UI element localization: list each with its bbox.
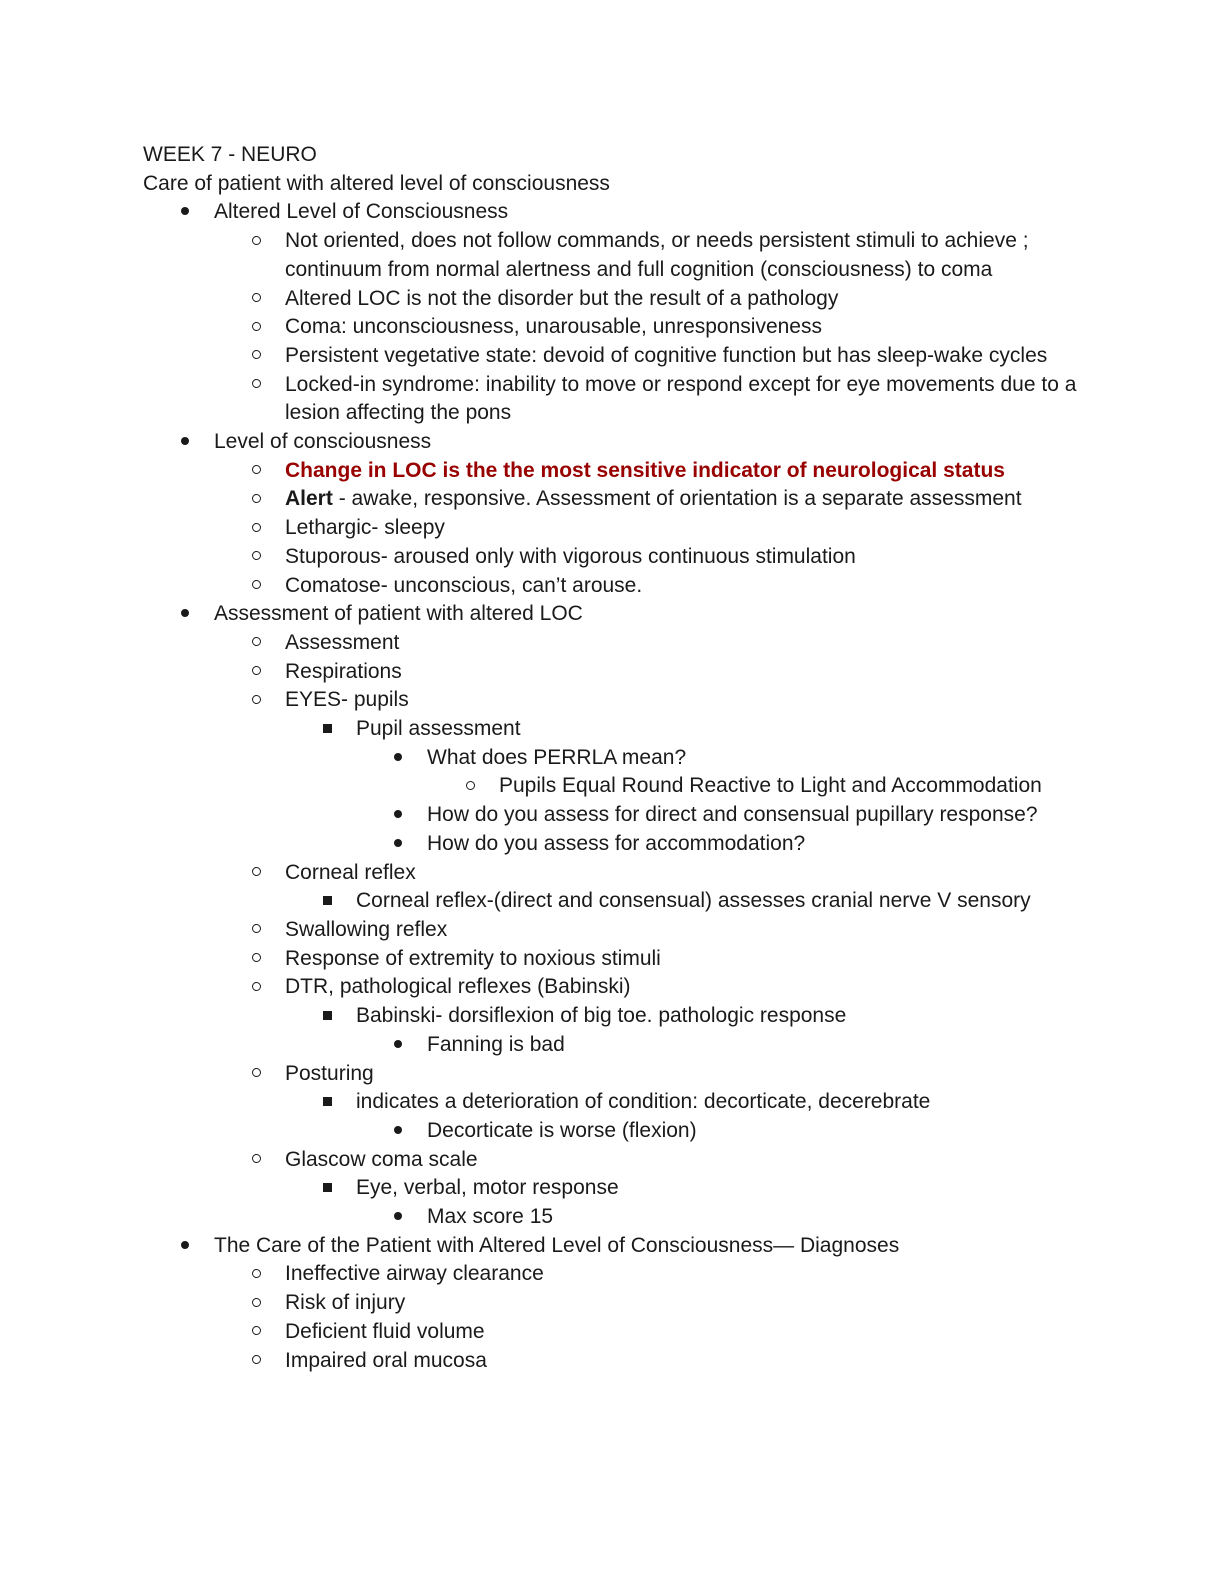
list-item-text: Pupil assessment [356,717,521,741]
filled-bullet-icon [389,744,407,773]
hollow-bullet-icon [247,543,265,572]
list-item [143,658,1083,687]
list-item-text: DTR, pathological reflexes (Babinski) [285,975,631,999]
list-item [143,1060,1083,1089]
list-item [143,887,1083,916]
filled-bullet-icon [176,428,194,457]
list-item-text: Corneal reflex [285,860,416,884]
list-item [143,342,1083,371]
hollow-bullet-icon [247,686,265,715]
list-item-text: Lethargic- sleepy [285,516,445,540]
list-item-text: Coma: unconsciousness, unarousable, unresponsiveness [285,315,822,339]
hollow-bullet-icon [247,313,265,342]
hollow-bullet-icon [247,1146,265,1175]
hollow-bullet-icon [461,772,479,801]
list-item [143,715,1083,744]
hollow-bullet-icon [247,1060,265,1089]
list-item-text: Persistent vegetative state: devoid of cognitive function but has sleep-wake cycles [285,343,1048,367]
list-item [143,457,1083,486]
list-item-text: Comatose- unconscious, can’t arouse. [285,573,643,597]
list-item [143,772,1083,801]
list-item-text: Corneal reflex-(direct and consensual) assesses cranial nerve V sensory [356,889,1031,913]
hollow-bullet-icon [247,285,265,314]
highlighted-text: Change in LOC is the the most sensitive indicator of neurological status [285,458,1005,482]
section-heading [143,600,1083,629]
section-heading-text: The Care of the Patient with Altered Level of Consciousness— Diagnoses [214,1233,900,1257]
list-item-text: Deficient fluid volume [285,1319,485,1343]
list-item [143,1117,1083,1146]
list-item [143,313,1083,342]
list-item-text: How do you assess for direct and consensual pupillary response? [427,803,1038,827]
list-item [143,1347,1083,1376]
hollow-bullet-icon [247,371,265,400]
list-item-text: Glascow coma scale [285,1147,478,1171]
document-title: WEEK 7 - NEURO [143,143,317,166]
hollow-bullet-icon [247,1347,265,1376]
list-item-text: Posturing [285,1061,374,1085]
list-item-text: Ineffective airway clearance [285,1262,544,1286]
section-heading-text: Altered Level of Consciousness [214,200,509,224]
hollow-bullet-icon [247,1289,265,1318]
list-item-text: Locked-in syndrome: inability to move or respond except for eye movements due to a lesion affecting the pons [285,372,1077,425]
list-item-text: Eye, verbal, motor response [356,1176,619,1200]
list-item [143,1203,1083,1232]
bold-term: Alert [285,487,333,511]
filled-bullet-icon [389,830,407,859]
list-item-text: Pupils Equal Round Reactive to Light and Accommodation [499,774,1042,798]
list-item [143,801,1083,830]
square-bullet-icon [318,1002,336,1031]
list-item [143,686,1083,715]
filled-bullet-icon [389,801,407,830]
list-item [143,859,1083,888]
filled-bullet-icon [389,1117,407,1146]
section-heading-text: Assessment of patient with altered LOC [214,602,583,626]
hollow-bullet-icon [247,658,265,687]
list-item [143,629,1083,658]
list-item-text: Impaired oral mucosa [285,1348,487,1372]
list-item [143,514,1083,543]
document-body [143,141,1083,1375]
hollow-bullet-icon [247,945,265,974]
hollow-bullet-icon [247,916,265,945]
list-item [143,543,1083,572]
list-item [143,1002,1083,1031]
list-item [143,371,1083,428]
list-item-text: Assessment [285,630,400,654]
filled-bullet-icon [176,1232,194,1261]
hollow-bullet-icon [247,485,265,514]
filled-bullet-icon [176,600,194,629]
hollow-bullet-icon [247,1260,265,1289]
list-item-text: Respirations [285,659,402,683]
section-heading [143,428,1083,457]
section-heading-text: Level of consciousness [214,430,432,454]
list-item [143,1260,1083,1289]
list-item-text: What does PERRLA mean? [427,745,687,769]
list-item [143,916,1083,945]
square-bullet-icon [318,1174,336,1203]
list-item [143,1289,1083,1318]
filled-bullet-icon [389,1203,407,1232]
section-heading [143,1232,1083,1261]
list-item [143,1146,1083,1175]
list-item-text: EYES- pupils [285,688,409,712]
document-subtitle: Care of patient with altered level of consciousness [143,171,610,195]
list-item [143,744,1083,773]
list-item-text: Not oriented, does not follow commands, or needs persistent stimuli to achieve ; continuum from normal alertness and full cognition (consciousness) to coma [285,229,1029,281]
list-item [143,945,1083,974]
list-item-text: Max score 15 [427,1205,554,1229]
hollow-bullet-icon [247,859,265,888]
list-item-text: indicates a deterioration of condition: decorticate, decerebrate [356,1090,931,1114]
section-heading [143,198,1083,227]
list-item-text: How do you assess for accommodation? [427,831,806,855]
hollow-bullet-icon [247,514,265,543]
list-item-text: Stuporous- aroused only with vigorous continuous stimulation [285,544,856,568]
hollow-bullet-icon [247,457,265,486]
square-bullet-icon [318,887,336,916]
square-bullet-icon [318,715,336,744]
list-item [143,285,1083,314]
list-item [143,1088,1083,1117]
list-item [143,485,1083,514]
hollow-bullet-icon [247,629,265,658]
list-item-text: Response of extremity to noxious stimuli [285,946,661,970]
list-item-text: Swallowing reflex [285,917,448,941]
list-item-text: - awake, responsive. Assessment of orientation is a separate assessment [332,487,1022,511]
hollow-bullet-icon [247,1318,265,1347]
list-item [143,1031,1083,1060]
hollow-bullet-icon [247,973,265,1002]
filled-bullet-icon [389,1031,407,1060]
list-item-text: Decorticate is worse (flexion) [427,1118,697,1142]
list-item [143,227,1083,284]
list-item-text: Altered LOC is not the disorder but the result of a pathology [285,286,839,310]
list-item-text: Babinski- dorsiflexion of big toe. pathologic response [356,1004,847,1028]
list-item-text: Fanning is bad [427,1032,565,1056]
list-item [143,830,1083,859]
list-item [143,1174,1083,1203]
list-item [143,572,1083,601]
list-item-text: Risk of injury [285,1291,406,1315]
filled-bullet-icon [176,198,194,227]
hollow-bullet-icon [247,227,265,256]
list-item [143,973,1083,1002]
hollow-bullet-icon [247,342,265,371]
hollow-bullet-icon [247,572,265,601]
square-bullet-icon [318,1088,336,1117]
list-item [143,1318,1083,1347]
